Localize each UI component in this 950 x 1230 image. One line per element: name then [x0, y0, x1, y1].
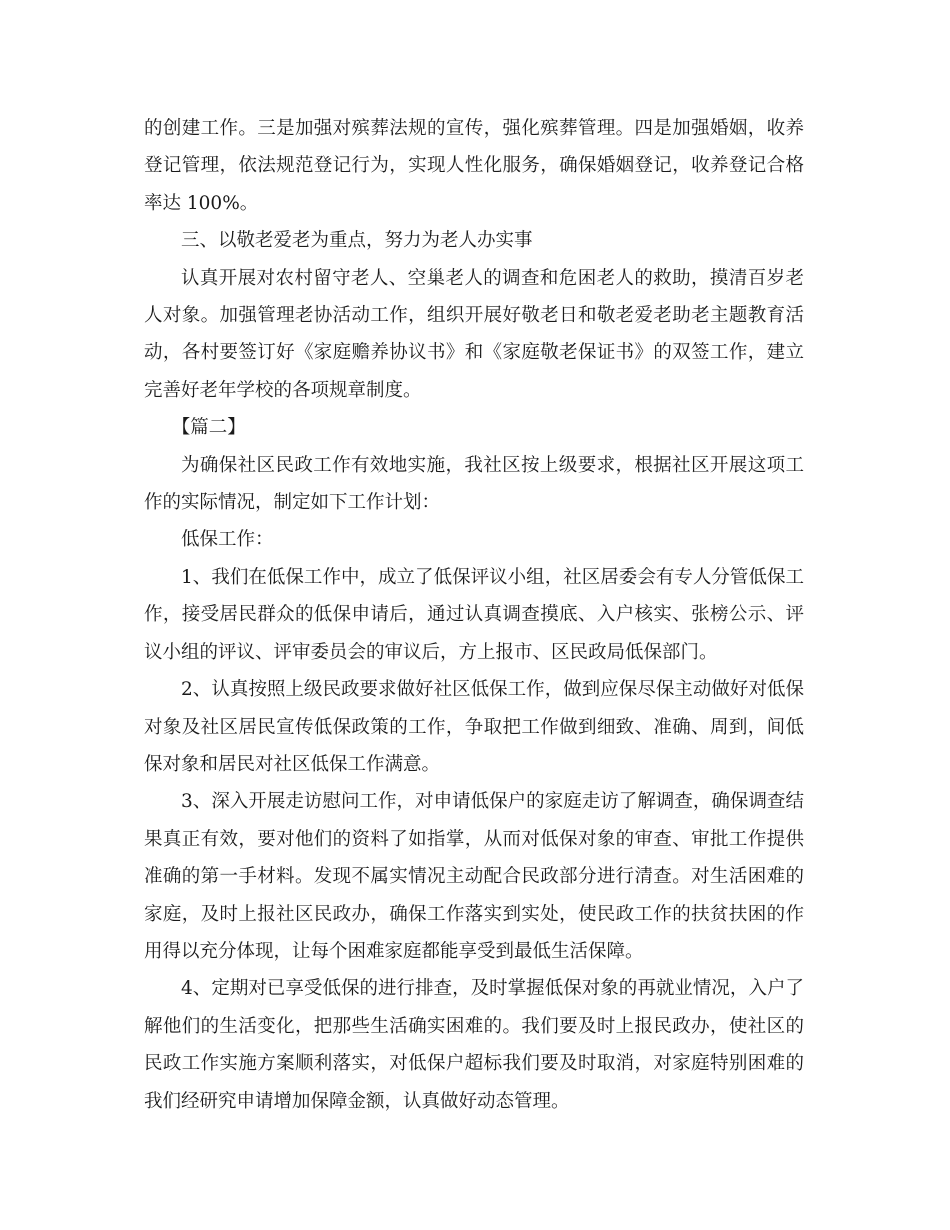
- list-item-2: 2、认真按照上级民政要求做好社区低保工作，做到应保尽保主动做好对低保对象及社区居民宣传低保政策的工作，争取把工作做到细致、准确、周到，间低保对象和居民对社区低保工作满意。: [144, 679, 804, 775]
- paragraph-continuation: 的创建工作。三是加强对殡葬法规的宣传，强化殡葬管理。四是加强婚姻，收养登记管理，依法规范登记行为，实现人性化服务，确保婚姻登记，收养登记合格率达 100%。: [144, 118, 804, 214]
- part-marker-two: 【篇二】: [171, 417, 246, 439]
- list-item-3: 3、深入开展走访慰问工作，对申请低保户的家庭走访了解调查，确保调查结果真正有效，要对他们的资料了如指掌，从而对低保对象的审查、审批工作提供准确的第一手材料。发现不属实情况主动配合民政部分进行清查。对生活困难的家庭，及时上报社区民政办，确保工作落实到实处，使民政工作的扶贫扶困的作用得以充分体现，让每个困难家庭都能享受到最低生活保障。: [144, 791, 804, 962]
- paragraph-intro: 为确保社区民政工作有效地实施，我社区按上级要求，根据社区开展这项工作的实际情况，制定如下工作计划：: [144, 454, 804, 514]
- document-body: [144, 110, 804, 1120]
- subheading-low-income: 低保工作：: [181, 529, 274, 551]
- paragraph-elderly-care: 认真开展对农村留守老人、空巢老人的调查和危困老人的救助，摸清百岁老人对象。加强管理老协活动工作，组织开展好敬老日和敬老爱老助老主题教育活动，各村要签订好《家庭赡养协议书》和《家庭敬老保证书》的双签工作，建立完善好老年学校的各项规章制度。: [144, 267, 804, 401]
- section-heading-three: 三、以敬老爱老为重点，努力为老人办实事: [181, 230, 533, 252]
- list-item-4: 4、定期对已享受低保的进行排查，及时掌握低保对象的再就业情况，入户了解他们的生活变化，把那些生活确实困难的。我们要及时上报民政办，使社区的民政工作实施方案顺利落实，对低保户超标我们要及时取消，对家庭特别困难的我们经研究申请增加保障金额，认真做好动态管理。: [144, 978, 804, 1112]
- list-item-1: 1、我们在低保工作中，成立了低保评议小组，社区居委会有专人分管低保工作，接受居民群众的低保申请后，通过认真调查摸底、入户核实、张榜公示、评议小组的评议、评审委员会的审议后，方上报市、区民政局低保部门。: [144, 566, 804, 663]
